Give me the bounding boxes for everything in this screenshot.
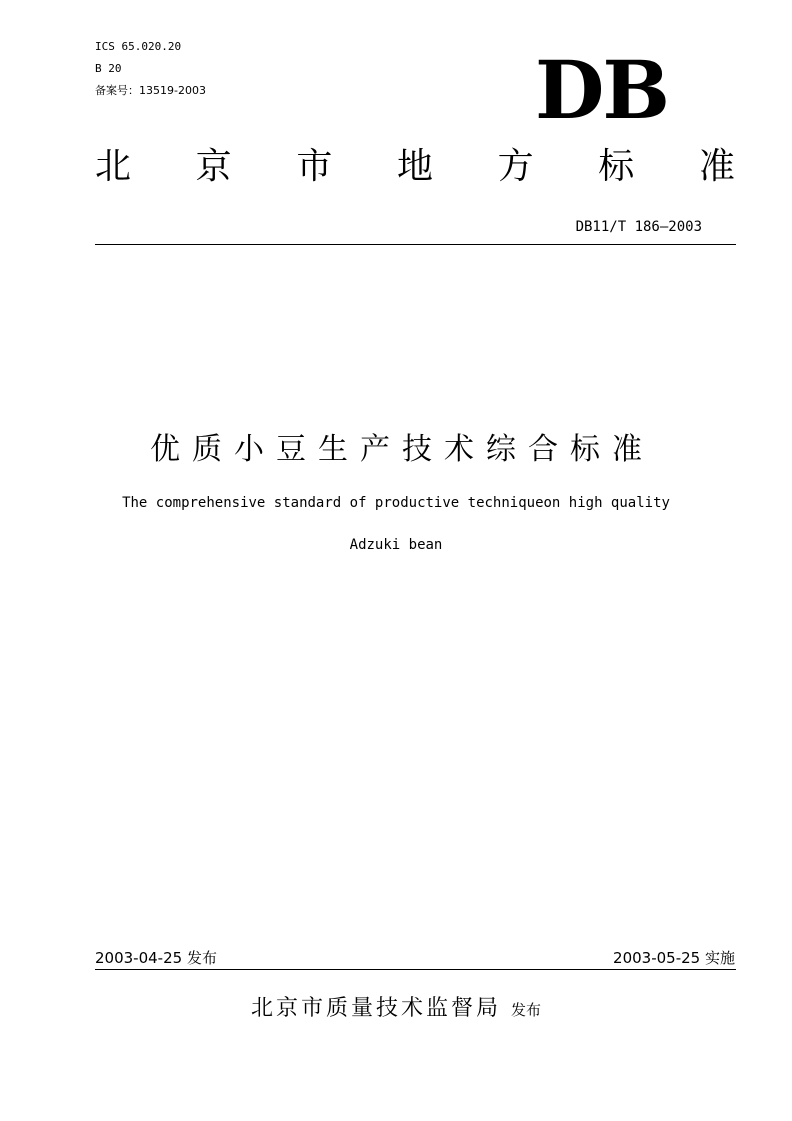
issue-date: 2003-04-25 发布 [95, 949, 217, 967]
top-divider [95, 244, 736, 245]
issuer-name: 北京市质量技术监督局 [250, 996, 501, 1021]
classification-code: B 20 [95, 62, 122, 75]
standard-type-char: 方 [497, 146, 534, 187]
standard-number: DB11/T 186—2003 [575, 219, 702, 235]
ics-code: ICS 65.020.20 [95, 40, 182, 53]
standard-type-char: 京 [195, 146, 232, 187]
standard-type-char: 地 [396, 146, 433, 187]
db-logo: DB [535, 43, 668, 137]
implementation-date: 2003-05-25 实施 [613, 949, 735, 967]
bottom-divider [95, 969, 736, 970]
standard-type-char: 准 [698, 146, 735, 187]
standard-type-char: 北 [95, 146, 132, 187]
title-english-line-2: Adzuki bean [349, 537, 443, 553]
record-number: 备案号：13519-2003 [95, 84, 206, 97]
title-english-line-1: The comprehensive standard of productive techniqueon high quality [122, 495, 670, 511]
issuer-suffix: 发布 [511, 1001, 542, 1019]
standard-type-char: 市 [296, 146, 333, 187]
standard-type-heading [95, 146, 735, 188]
standard-type-char: 标 [598, 146, 635, 187]
title-chinese: 优质小豆生产技术综合标准 [150, 432, 654, 467]
issuer-line [0, 994, 792, 1025]
